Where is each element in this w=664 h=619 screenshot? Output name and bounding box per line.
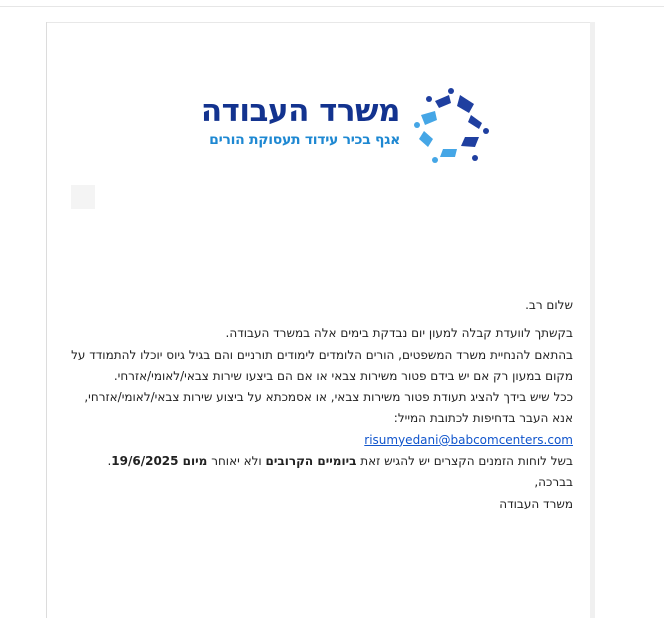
deadline-line [67, 451, 573, 472]
message-line-1: בקשתך לוועדת קבלה למעון יום נבדקת בימים אלה במשרד העבודה. [225, 326, 573, 341]
deadline-prefix: בשל לוחות הזמנים הקצרים יש להגיש זאת [356, 454, 573, 469]
deadline-suffix: . [107, 454, 112, 469]
image-placeholder [71, 185, 95, 209]
top-divider [0, 6, 664, 7]
email-body-card [47, 22, 590, 619]
message-line-3: ככל שיש בידך להציג תעודת פטור משירות צבאי, או אסמכתא על ביצוע שירות צבאי/לאומי/אזרחי, אנא העבר בדחיפות לכתובת המייל: [84, 390, 573, 426]
greeting: שלום רב. [525, 298, 573, 312]
message-line-2: בהתאם להנחיית משרד המשפטים, הורים הלומדים לימודים תורניים והם בגיל גיוס יוכלו להתמודד על מקום במעון רק אם יש בידם פטור משירות צבאי או אם הם ביצעו שירות צבאי/לאומי/אזרחי. [71, 347, 573, 383]
email-link[interactable]: risumyedani@babcomcenters.com [364, 432, 573, 447]
logo-subtitle: אגף בכיר עידוד תעסוקת הורים [209, 132, 400, 148]
logo-title: משרד העבודה [200, 93, 400, 129]
message-body [67, 295, 573, 515]
card-right-shadow [590, 22, 595, 618]
deadline-middle: ולא יאוחר [207, 454, 266, 469]
ministry-emblem-icon [413, 87, 493, 167]
deadline-bold-1: ביומיים הקרובים [265, 454, 357, 469]
ministry-logo [47, 23, 590, 183]
deadline-bold-2: מיום 19/6/2025 [111, 454, 208, 469]
signature: משרד העבודה [499, 496, 573, 511]
closing: בברכה, [534, 475, 573, 490]
email-row [67, 430, 573, 451]
